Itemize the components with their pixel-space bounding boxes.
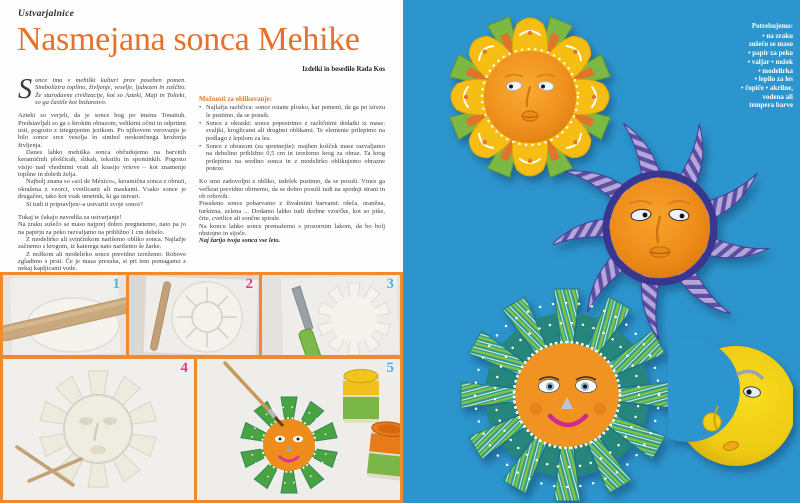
sun-teal-striped — [457, 285, 677, 503]
step-photo-2 — [126, 272, 262, 358]
cut-sun-photo — [262, 275, 400, 355]
step-number: 4 — [180, 360, 188, 376]
bullet-marker: • — [199, 104, 202, 112]
crescent-moon — [668, 330, 793, 480]
rolling-pin-photo — [3, 275, 126, 355]
materials-heading: Potrebujemo: — [751, 22, 793, 30]
materials-line: • lepilo za les — [754, 75, 793, 84]
paragraph: Si tudi ti pripravljen/-a ustvariti svoje sonce? — [26, 200, 143, 208]
step-number: 1 — [112, 276, 120, 292]
list-item-text: Sonce z obrazom (za spretnejše): majhen košček mase razvaljamo na debelino približno 0,5 cm in izrežemo krog za obraz. Ta krog prilepimo na sredino sonca in z modelirko oblikujemo obrazne poteze. — [206, 143, 385, 173]
intro-text: once ima v mehiški kulturi prav poseben pomen. Simbolizira toplino, življenje, veselje, ljubezen in zaščito. Že starodavne civilizacije, kot so Azteki, Maji in Tolteki, so ga častile kot božanstvo. — [35, 77, 186, 107]
intro-paragraph — [18, 74, 186, 107]
painting-sun-photo — [197, 359, 400, 500]
dropcap: S — [18, 74, 32, 105]
materials-line: tempera barve — [749, 101, 793, 110]
page-title: Nasmejana sonca Mehike — [17, 21, 360, 58]
bullet-marker: • — [199, 143, 202, 151]
paragraph: Na zraku sušečo se maso najprej dobro pregnetemo, nato pa jo na papirju za peko razvaljamo na približno 1 cm debelo. — [18, 221, 186, 236]
paragraph: Z nožkom ali modelirko sonce previdno izrežemo. Robove zgladimo s prsti. Če je masa presuha, si pri tem pomagamo z nekaj kapljicami vode. — [18, 250, 186, 273]
list-item — [199, 120, 385, 142]
paragraph: Najbolj znana so »sol de México«, keramična sonca z obrazi, okrašena z vzorci, cvetlicami ali maskami. Vsako sonce je drugačno, tako kot vsak umetnik, ki ga ustvari. — [18, 178, 186, 201]
article-column-right — [199, 96, 385, 245]
paragraph: Posušeno sonce pobarvamo z živahnimi barvami: rdeča, oranžna, turkizna, zelena ... Dodamo lahko tudi drobne vzorčke, kot so pike, črte, cvetlice ali sončne spirale. — [199, 200, 385, 223]
list-item — [199, 143, 385, 172]
section-kicker: Ustvarjalnice — [18, 9, 75, 19]
paragraph: Z modelirko ali svinčnikom narišemo obliko sonca. Najlažje začnemo s krogom, iz katerega nato narišemo še žarke. — [18, 235, 186, 251]
materials-line: • modelirka — [758, 66, 793, 75]
materials-line: • valjar • nožek — [747, 57, 793, 66]
paragraph: Danes lahko mehiška sonca občudujemo na barvitih keramičnih ploščicah, slikah, tekstilu in spominkih. Pogosto visijo nad vhodnimi vrati ali krasijo vrtove – kot znamenje topline in dobrih želja. — [18, 149, 186, 179]
materials-list — [703, 22, 793, 110]
materials-line: • čopiče • akrilne, — [741, 83, 793, 92]
step-photo-5 — [194, 356, 403, 503]
byline: Izdelki in besedilo Rada Kos — [302, 66, 385, 73]
materials-line: • papir za peko — [748, 49, 793, 58]
photo-page — [403, 0, 800, 503]
list-item-text: Najlažja različica: sonce ostane plosko, kar pomeni, da ga po izrezu le pustimo, da se posuši. — [206, 104, 385, 119]
materials-line: • na zraku — [762, 31, 793, 40]
options-heading: Možnosti za oblikovanje: — [199, 96, 272, 103]
step-photo-1 — [0, 272, 129, 358]
materials-line: vodena ali — [762, 92, 793, 101]
step-photo-3 — [259, 272, 403, 358]
sign-off: Naj žarijo tvoja sonca vse leto. — [199, 237, 281, 245]
paragraph: Ko smo zadovoljni z obliko, izdelek pustimo, da se posuši. Vmes ga večkrat previdno obrnemo, da se dobro posuši tudi na spodnji strani in ob robovih. — [199, 178, 385, 201]
step-number: 5 — [386, 360, 394, 376]
clay-sun-face-photo — [3, 359, 194, 500]
paragraph: Azteki so verjeli, da je sonce bog po imenu Tonatiuh. Predstavljali so ga s širokim obrazom, velikimi očmi in odprtimi usti, pogosto z iztegnjenim jezikom. Po njihovem verovanju je bilo sonce srce vesolja in simbol neskončnega kroženja življenja. — [18, 112, 186, 149]
step-number: 3 — [386, 276, 394, 292]
materials-line: sušečo se maso — [749, 40, 793, 49]
paragraph: Tukaj te čakajo navodila za ustvarjanje! — [18, 213, 122, 221]
bullet-marker: • — [199, 120, 202, 128]
list-item-text: Sonce z okraski: sonce popestrimo z različnimi dodatki iz mase: svaljki, kroglicami ali drugimi oblikami. Te elemente prilepimo na podlago z lepilom za les. — [206, 120, 385, 142]
sun-sketch-photo — [129, 275, 259, 355]
step-photo-4 — [0, 356, 197, 503]
list-item — [199, 104, 385, 119]
step-number: 2 — [245, 276, 253, 292]
paragraph: Na koncu lahko sonce premažemo s prozornim lakom, da bo bolj obstojno in sijoče. — [199, 222, 385, 237]
article-column-left — [18, 74, 186, 273]
